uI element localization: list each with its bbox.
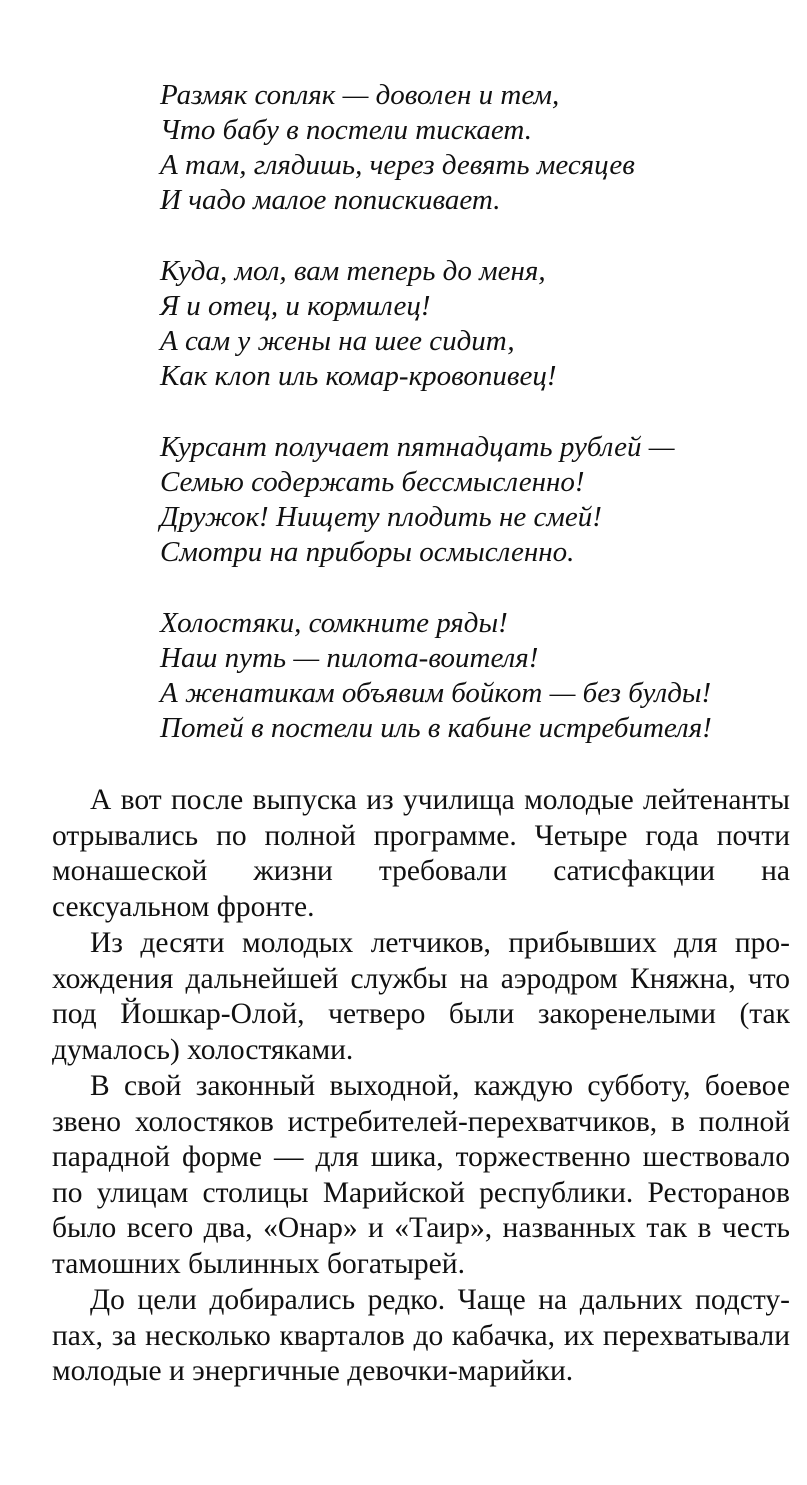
poem-stanza — [160, 254, 780, 394]
poem-line: Наш путь — пилота-воителя! — [160, 642, 539, 674]
poem-stanza — [160, 430, 780, 570]
poem-line: Куда, мол, вам теперь до меня, — [160, 255, 546, 287]
poem-stanza — [160, 606, 780, 746]
poem-line: А там, глядишь, через девять месяцев — [160, 149, 635, 181]
poem-line: А сам у жены на шее сидит, — [160, 325, 515, 357]
paragraph: До цели добирались редко. Чаще на дальних подступах, за несколько кварталов до кабачка, их перехватывали молодые и энергичные девочки-марийки. — [52, 1284, 790, 1387]
poem-line: Дружок! Нищету плодить не смей! — [160, 501, 602, 533]
poem-line: И чадо малое попискивает. — [160, 184, 501, 216]
poem-line: Смотри на приборы осмысленно. — [160, 536, 575, 568]
poem-line: Семью содержать бессмысленно! — [160, 466, 585, 498]
poem-line: Курсант получает пятнадцать рублей — — [160, 431, 675, 463]
paragraph: В свой законный выходной, каждую субботу, боевое звено холостяков истребителей-перехватчиков, в полной парадной форме — для шика, торжественно шествовало по улицам столицы Марийской республики. Ресторанов было всего два, «Онар» и «Таир», названных так в честь тамошних былинных богатырей. — [52, 1070, 790, 1280]
poem-line: А женатикам объявим бойкот — без булды! — [160, 677, 712, 709]
poem-line: Размяк сопляк — доволен и тем, — [160, 79, 560, 111]
poem-line: Потей в постели иль в кабине истребителя! — [160, 712, 712, 744]
poem-line: Холостяки, сомкните ряды! — [160, 607, 508, 639]
poem-line: Что бабу в постели тискает. — [160, 114, 532, 146]
poem — [160, 78, 780, 782]
paragraph: Из десяти молодых летчиков, прибывших для прохождения дальнейшей службы на аэродром Княжна, что под Йошкар-Олой, четверо были закоренелыми (так думалось) холостяками. — [52, 927, 790, 1066]
paragraph: А вот после выпуска из училища молодые лейтенанты отрывались по полной программе. Четыре года почти монашеской жизни требовали сатисфакции на сексуальном фронте. — [52, 784, 790, 923]
prose-body — [52, 783, 790, 1391]
poem-line: Я и отец, и кормилец! — [160, 290, 431, 322]
poem-line: Как клоп иль комар-кровопивец! — [160, 360, 557, 392]
poem-stanza — [160, 78, 780, 218]
